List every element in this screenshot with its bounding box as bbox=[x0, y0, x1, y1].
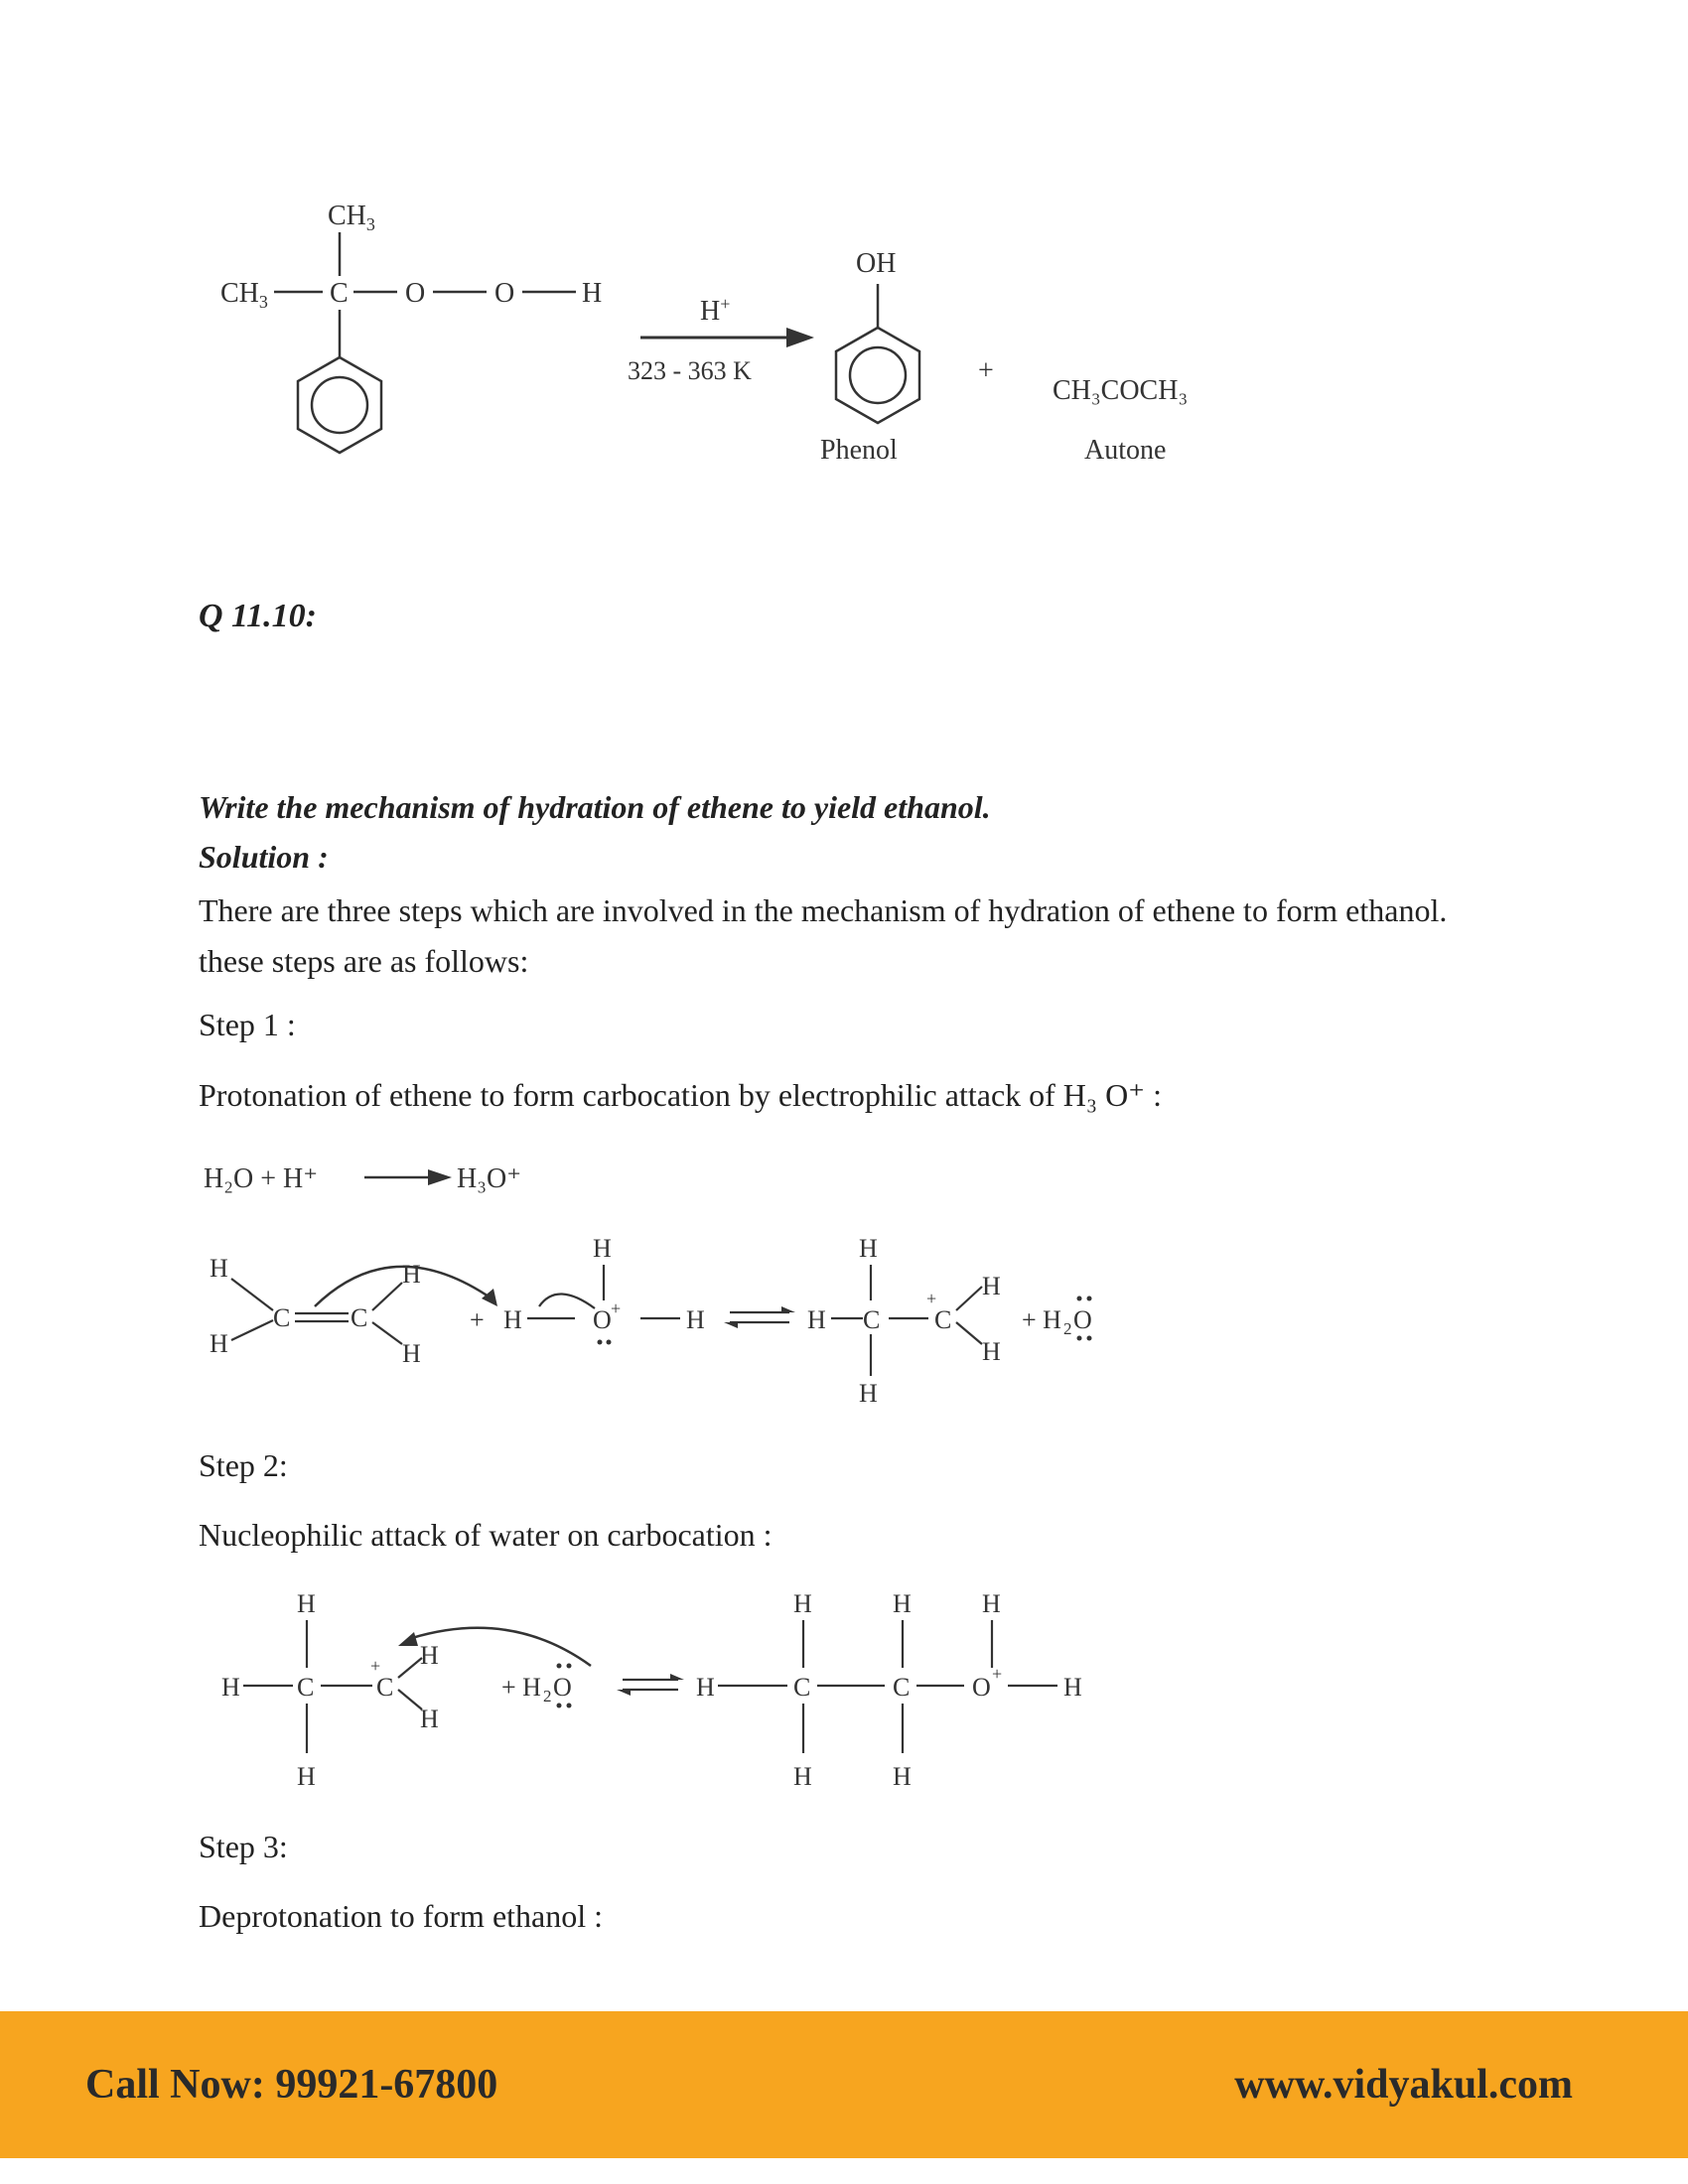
question-number: Q 11.10: bbox=[199, 598, 317, 634]
step2-description: Nucleophilic attack of water on carbocation : bbox=[199, 1517, 773, 1553]
phenol-label: Phenol bbox=[820, 435, 898, 466]
step1-hydronium-equation bbox=[204, 1152, 581, 1201]
svg-text:O: O bbox=[1073, 1305, 1092, 1334]
svg-text:H: H bbox=[859, 1234, 878, 1263]
svg-text:C: C bbox=[273, 1303, 291, 1332]
svg-text:C: C bbox=[893, 1673, 911, 1702]
svg-text:H: H bbox=[210, 1329, 228, 1358]
terminal-hydrogen: H bbox=[582, 278, 603, 309]
acetone-formula: CH₃COCH₃ bbox=[1053, 375, 1189, 406]
svg-text:C: C bbox=[863, 1305, 881, 1334]
plus-sign: + bbox=[978, 355, 994, 386]
solution-label: Solution : bbox=[199, 839, 329, 875]
svg-text:H₃O⁺: H₃O⁺ bbox=[457, 1163, 521, 1194]
svg-text:+: + bbox=[370, 1656, 381, 1676]
svg-text:H: H bbox=[859, 1379, 878, 1408]
svg-text:+: + bbox=[992, 1664, 1003, 1684]
svg-text:H: H bbox=[982, 1272, 1001, 1300]
svg-text:2: 2 bbox=[543, 1687, 552, 1706]
step1-mechanism-diagram bbox=[204, 1211, 1216, 1420]
call-now-text[interactable]: Call Now: 99921-67800 bbox=[85, 2062, 498, 2108]
svg-text:C: C bbox=[297, 1673, 315, 1702]
svg-text:H: H bbox=[793, 1762, 812, 1791]
svg-text:+ H: + H bbox=[1022, 1305, 1061, 1334]
step3-description: Deprotonation to form ethanol : bbox=[199, 1898, 604, 1934]
svg-text:O: O bbox=[553, 1673, 572, 1702]
ch3-top: $CH_3$ bbox=[328, 201, 375, 234]
benzene-ring-left bbox=[298, 357, 381, 453]
ch3-left: $CH_3$ bbox=[220, 278, 268, 312]
step1-description: Protonation of ethene to form carbocation by electrophilic attack of H₃ O⁺ : bbox=[199, 1077, 1162, 1113]
svg-text:C: C bbox=[934, 1305, 952, 1334]
svg-text:C: C bbox=[376, 1673, 394, 1702]
oxygen-1: O bbox=[405, 278, 426, 309]
svg-text:H: H bbox=[893, 1589, 912, 1618]
svg-text:H: H bbox=[686, 1305, 705, 1334]
benzene-ring-phenol bbox=[836, 328, 919, 423]
svg-text:+ H: + H bbox=[501, 1673, 541, 1702]
svg-text:+: + bbox=[611, 1298, 622, 1318]
step3-label: Step 3: bbox=[199, 1829, 288, 1864]
temperature-label: 323 - 363 K bbox=[628, 356, 752, 385]
svg-text:2: 2 bbox=[1063, 1319, 1072, 1338]
svg-text:H: H bbox=[1063, 1673, 1082, 1702]
svg-text:O: O bbox=[593, 1305, 612, 1334]
svg-text:C: C bbox=[793, 1673, 811, 1702]
svg-text:H: H bbox=[793, 1589, 812, 1618]
svg-text:H: H bbox=[696, 1673, 715, 1702]
svg-text:+: + bbox=[470, 1305, 485, 1334]
svg-text:H: H bbox=[807, 1305, 826, 1334]
svg-text:C: C bbox=[351, 1303, 368, 1332]
catalyst-label: H+ bbox=[700, 294, 731, 327]
svg-text:H: H bbox=[503, 1305, 522, 1334]
svg-text:H: H bbox=[420, 1641, 439, 1670]
question-text: Write the mechanism of hydration of ethene to yield ethanol. bbox=[199, 789, 991, 825]
oh-label: OH bbox=[856, 248, 897, 279]
svg-text:H: H bbox=[297, 1762, 316, 1791]
central-carbon: C bbox=[330, 278, 349, 309]
svg-text:H: H bbox=[593, 1234, 612, 1263]
svg-text:H: H bbox=[402, 1260, 421, 1289]
oxygen-2: O bbox=[494, 278, 515, 309]
svg-text:H₂O + H⁺: H₂O + H⁺ bbox=[204, 1163, 318, 1194]
reaction-arrow-head bbox=[786, 328, 814, 347]
cumene-reaction-diagram bbox=[199, 189, 1251, 486]
solution-intro: There are three steps which are involved in the mechanism of hydration of ethene to form ethanol. these steps are as follows: bbox=[199, 892, 1448, 979]
step1-label: Step 1 : bbox=[199, 1007, 296, 1042]
svg-text:H: H bbox=[221, 1673, 240, 1702]
svg-text:H: H bbox=[982, 1589, 1001, 1618]
acetone-label: Autone bbox=[1084, 435, 1167, 466]
svg-text:H: H bbox=[893, 1762, 912, 1791]
step2-mechanism-diagram bbox=[213, 1578, 1107, 1797]
svg-text:H: H bbox=[297, 1589, 316, 1618]
step2-label: Step 2: bbox=[199, 1447, 288, 1483]
svg-text:H: H bbox=[420, 1705, 439, 1733]
svg-text:H: H bbox=[982, 1337, 1001, 1366]
svg-text:+: + bbox=[926, 1289, 937, 1308]
website-link[interactable]: www.vidyakul.com bbox=[1234, 2062, 1573, 2108]
svg-text:H: H bbox=[402, 1339, 421, 1368]
svg-text:O: O bbox=[972, 1673, 991, 1702]
svg-text:H: H bbox=[210, 1254, 228, 1283]
